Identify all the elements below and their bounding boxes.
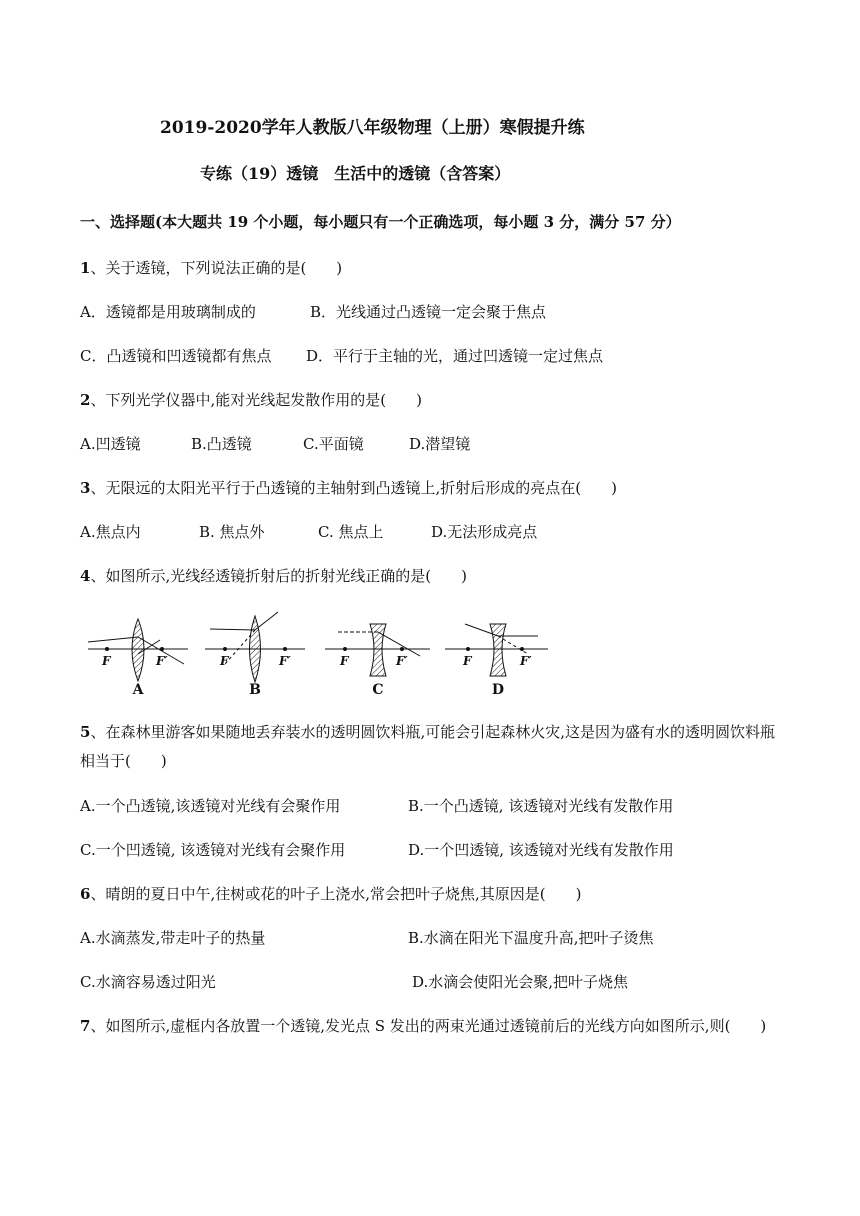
q5-option-b: B.一个凸透镜, 该透镜对光线有发散作用 (408, 797, 674, 815)
diagram-label-b: B (249, 682, 261, 698)
q2-option-d: D.潜望镜 (409, 435, 471, 453)
question-4 (80, 566, 467, 586)
question-number: 7 (80, 1017, 91, 1035)
focus-prime-label: F′ (520, 654, 532, 668)
focus-label: F (220, 654, 229, 668)
q1-option-a: A．透镜都是用玻璃制成的 (80, 303, 256, 321)
question-number: 4 (80, 567, 91, 585)
q3-option-b: B. 焦点外 (199, 523, 265, 541)
question-text: 如图所示,光线经透镜折射后的折射光线正确的是( ) (105, 567, 467, 585)
question-number: 6 (80, 885, 91, 903)
q3-option-d: D.无法形成亮点 (431, 523, 538, 541)
q2-option-b: B.凸透镜 (191, 435, 252, 453)
question-separator: 、 (90, 391, 106, 409)
question-text: 无限远的太阳光平行于凸透镜的主轴射到凸透镜上,折射后形成的亮点在( ) (105, 479, 617, 497)
question-number: 3 (80, 479, 91, 497)
q6-option-b: B.水滴在阳光下温度升高,把叶子烫焦 (408, 929, 654, 947)
q1-option-d: D．平行于主轴的光，通过凹透镜一定过焦点 (306, 347, 604, 365)
question-5 (80, 722, 775, 742)
focus-label: F (102, 654, 111, 668)
question-separator: 、 (90, 885, 106, 903)
question-number: 1 (80, 259, 91, 277)
question-3 (80, 478, 617, 498)
question-5-continued: 相当于( ) (80, 752, 167, 770)
q6-option-a: A.水滴蒸发,带走叶子的热量 (80, 929, 266, 947)
diagram-label-c: C (372, 682, 384, 698)
q3-option-a: A.焦点内 (80, 523, 141, 541)
diagram-d (445, 624, 548, 676)
question-text: 关于透镜，下列说法正确的是( ) (105, 259, 343, 277)
question-separator: 、 (90, 479, 106, 497)
question-1 (80, 258, 342, 278)
focus-label: F (463, 654, 472, 668)
question-7 (80, 1016, 766, 1036)
question-number: 2 (80, 391, 91, 409)
q2-option-a: A.凹透镜 (80, 435, 141, 453)
q5-option-a: A.一个凸透镜,该透镜对光线有会聚作用 (80, 797, 341, 815)
lens-ray-figure (80, 604, 560, 699)
question-separator: 、 (90, 1017, 106, 1035)
question-separator: 、 (90, 723, 106, 741)
q2-option-c: C.平面镜 (303, 435, 364, 453)
focus-prime-label: F′ (279, 654, 291, 668)
q6-option-c: C.水滴容易透过阳光 (80, 973, 216, 991)
question-text: 晴朗的夏日中午,往树或花的叶子上浇水,常会把叶子烧焦,其原因是( ) (105, 885, 582, 903)
question-2 (80, 390, 422, 410)
q1-option-c: C．凸透镜和凹透镜都有焦点 (80, 347, 272, 365)
diagram-label-a: A (132, 682, 144, 698)
diagram-a (88, 619, 188, 681)
diagram-c (325, 624, 430, 676)
question-separator: 、 (90, 259, 106, 277)
question-number: 5 (80, 723, 91, 741)
focus-prime-label: F′ (156, 654, 168, 668)
q5-option-c: C.一个凹透镜, 该透镜对光线有会聚作用 (80, 841, 346, 859)
question-text: 在森林里游客如果随地丢弃装水的透明圆饮料瓶,可能会引起森林火灾,这是因为盛有水的透明圆饮料瓶 (105, 723, 775, 741)
focus-prime-label: F′ (396, 654, 408, 668)
question-text: 如图所示,虚框内各放置一个透镜,发光点 S 发出的两束光通过透镜前后的光线方向如图所示,则( ) (105, 1017, 767, 1035)
section-heading: 一、选择题(本大题共 19 个小题，每小题只有一个正确选项，每小题 3 分，满分 57 分） (80, 213, 681, 231)
q3-option-c: C. 焦点上 (318, 523, 384, 541)
page-subtitle: 专练（19）透镜 生活中的透镜（含答案） (200, 164, 511, 183)
question-6 (80, 884, 581, 904)
focus-label: F (340, 654, 349, 668)
q5-option-d: D.一个凹透镜, 该透镜对光线有发散作用 (408, 841, 674, 859)
question-text: 下列光学仪器中,能对光线起发散作用的是( ) (105, 391, 422, 409)
question-separator: 、 (90, 567, 106, 585)
q6-option-d: D.水滴会使阳光会聚,把叶子烧焦 (412, 973, 629, 991)
diagram-label-d: D (491, 682, 505, 698)
diagram-b (205, 612, 305, 682)
page-title: 2019-2020学年人教版八年级物理（上册）寒假提升练 (160, 118, 585, 138)
q1-option-b: B．光线通过凸透镜一定会聚于焦点 (310, 303, 547, 321)
